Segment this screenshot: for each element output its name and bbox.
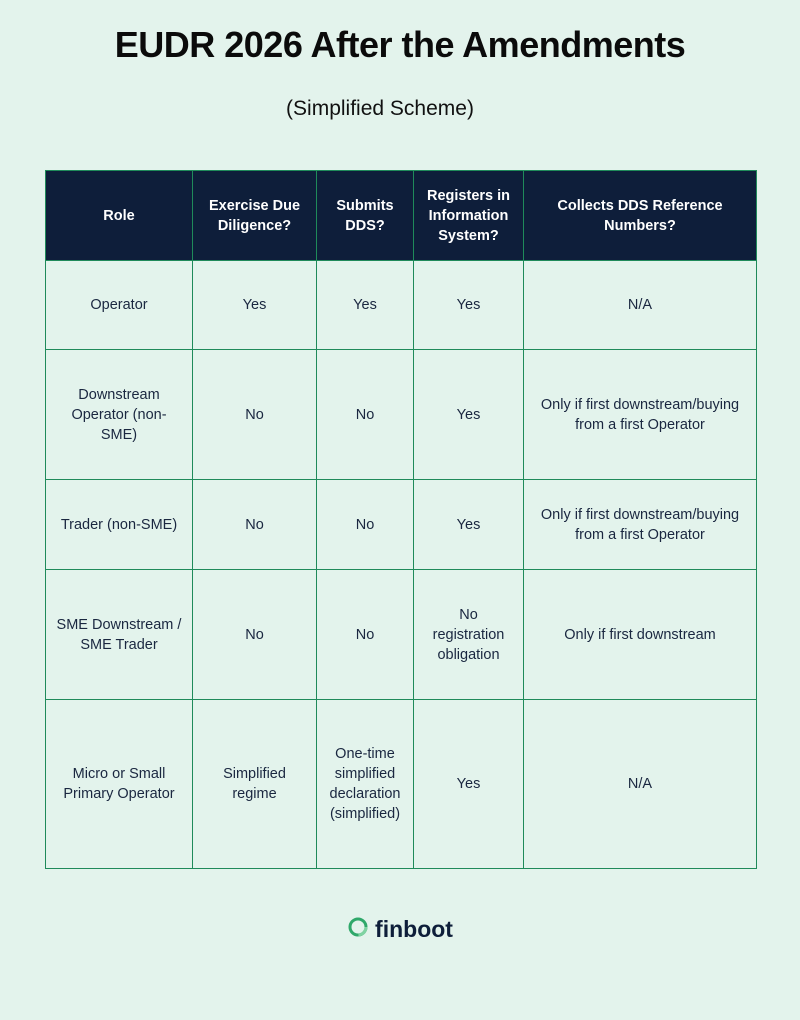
- header-registers: Registers in Information System?: [414, 171, 524, 261]
- cell-registers: Yes: [414, 700, 524, 869]
- cell-due-diligence: No: [193, 570, 317, 700]
- cell-collects-dds: N/A: [524, 261, 757, 350]
- cell-collects-dds: Only if first downstream/buying from a first Operator: [524, 350, 757, 480]
- cell-role-text: Downstream Operator (non-SME): [71, 386, 167, 443]
- table-row: [46, 570, 757, 700]
- brand-name: finboot: [375, 916, 453, 942]
- header-collects-dds: Collects DDS Reference Numbers?: [524, 171, 757, 261]
- cell-due-diligence: No: [193, 480, 317, 570]
- roles-table: [45, 170, 757, 869]
- cell-collects-dds: N/A: [524, 700, 757, 869]
- cell-role: Micro or Small Primary Operator: [46, 700, 193, 869]
- cell-registers: Yes: [414, 480, 524, 570]
- table-row: [46, 480, 757, 570]
- header-role: Role: [46, 171, 193, 261]
- table-row: [46, 700, 757, 869]
- header-submits-dds: Submits DDS?: [317, 171, 414, 261]
- cell-submits-dds: No: [317, 480, 414, 570]
- ring-logo-icon: [347, 916, 369, 943]
- cell-submits-dds: No: [317, 570, 414, 700]
- cell-role: [46, 350, 193, 480]
- brand-logo: [0, 916, 800, 943]
- cell-submits-dds: No: [317, 350, 414, 480]
- cell-registers: Yes: [414, 261, 524, 350]
- table-row: [46, 350, 757, 480]
- cell-due-diligence: Simplified regime: [193, 700, 317, 869]
- cell-role: Trader (non-SME): [46, 480, 193, 570]
- cell-role: Operator: [46, 261, 193, 350]
- cell-submits-dds: One-time simplified declaration (simplified): [317, 700, 414, 869]
- cell-registers: No registration obligation: [414, 570, 524, 700]
- cell-due-diligence: No: [193, 350, 317, 480]
- cell-submits-dds: Yes: [317, 261, 414, 350]
- cell-collects-dds: Only if first downstream/buying from a first Operator: [524, 480, 757, 570]
- page-title: EUDR 2026 After the Amendments: [114, 24, 686, 65]
- page-subtitle: (Simplified Scheme): [286, 97, 474, 120]
- header-due-diligence: Exercise Due Diligence?: [193, 171, 317, 261]
- cell-registers: Yes: [414, 350, 524, 480]
- cell-collects-dds: Only if first downstream: [524, 570, 757, 700]
- cell-due-diligence: Yes: [193, 261, 317, 350]
- cell-role: SME Downstream / SME Trader: [46, 570, 193, 700]
- table-row: [46, 261, 757, 350]
- table-header-row: [46, 171, 757, 261]
